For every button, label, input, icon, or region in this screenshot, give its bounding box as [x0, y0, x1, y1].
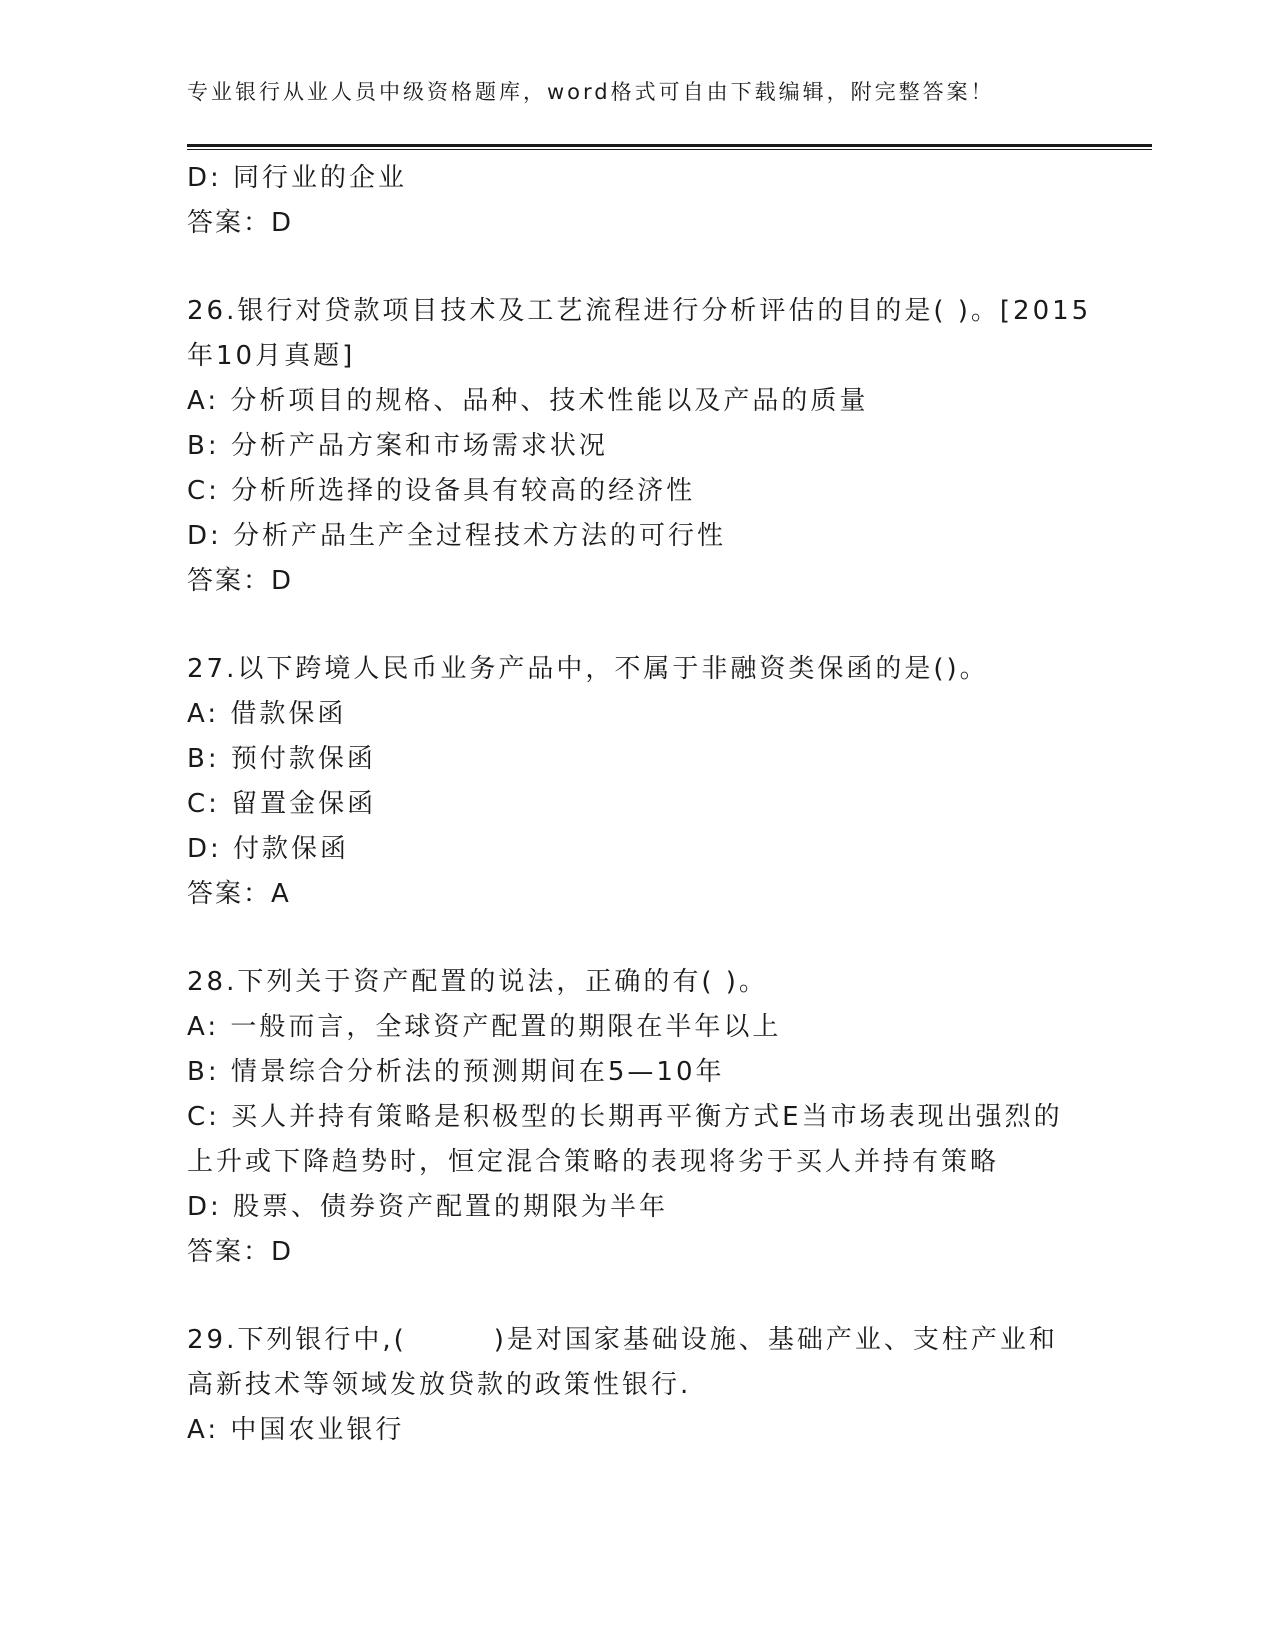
option-c-continued: 上升或下降趋势时，恒定混合策略的表现将劣于买人并持有策略 — [187, 1147, 1000, 1177]
question-stem: 29.下列银行中,( )是对国家基础设施、基础产业、支柱产业和 — [187, 1325, 1058, 1355]
option-c: C: 买人并持有策略是积极型的长期再平衡方式E当市场表现出强烈的 — [187, 1102, 1063, 1132]
option-d: D: 股票、债券资产配置的期限为半年 — [187, 1192, 669, 1222]
option-c: C: 留置金保函 — [187, 789, 377, 819]
question-stem: 26.银行对贷款项目技术及工艺流程进行分析评估的目的是( )。[2015 — [187, 296, 1092, 326]
spacer — [187, 917, 1087, 960]
header-divider — [187, 144, 1152, 150]
question-stem: 年10月真题] — [187, 341, 356, 371]
option-b: B: 预付款保函 — [187, 744, 376, 774]
page-header: 专业银行从业人员中级资格题库，word格式可自由下载编辑，附完整答案！ — [187, 80, 995, 104]
option-a: A: 一般而言，全球资产配置的期限在半年以上 — [187, 1012, 782, 1042]
option-b: B: 分析产品方案和市场需求状况 — [187, 431, 608, 461]
option-d: D: 付款保函 — [187, 834, 350, 864]
answer-line: 答案：D — [187, 1237, 294, 1267]
option-a: A: 借款保函 — [187, 699, 347, 729]
answer-line: 答案：A — [187, 879, 291, 909]
spacer — [187, 604, 1087, 647]
option-d: D: 同行业的企业 — [187, 163, 408, 193]
question-26 — [187, 289, 1092, 604]
option-a: A: 中国农业银行 — [187, 1415, 405, 1445]
spacer — [187, 246, 1087, 289]
option-c: C: 分析所选择的设备具有较高的经济性 — [187, 476, 696, 506]
question-stem: 27.以下跨境人民币业务产品中，不属于非融资类保函的是()。 — [187, 654, 989, 684]
question-28 — [187, 960, 1087, 1275]
option-a: A: 分析项目的规格、品种、技术性能以及产品的质量 — [187, 386, 869, 416]
question-stem: 高新技术等领域发放贷款的政策性银行. — [187, 1370, 692, 1400]
document-body — [187, 156, 1092, 1453]
answer-line: 答案：D — [187, 566, 294, 596]
question-29 — [187, 1318, 1087, 1453]
option-d: D: 分析产品生产全过程技术方法的可行性 — [187, 521, 727, 551]
question-stem: 28.下列关于资产配置的说法，正确的有( )。 — [187, 967, 768, 997]
answer-line: 答案：D — [187, 208, 294, 238]
question-27 — [187, 647, 1087, 917]
spacer — [187, 1275, 1087, 1318]
option-b: B: 情景综合分析法的预测期间在5—10年 — [187, 1057, 725, 1087]
